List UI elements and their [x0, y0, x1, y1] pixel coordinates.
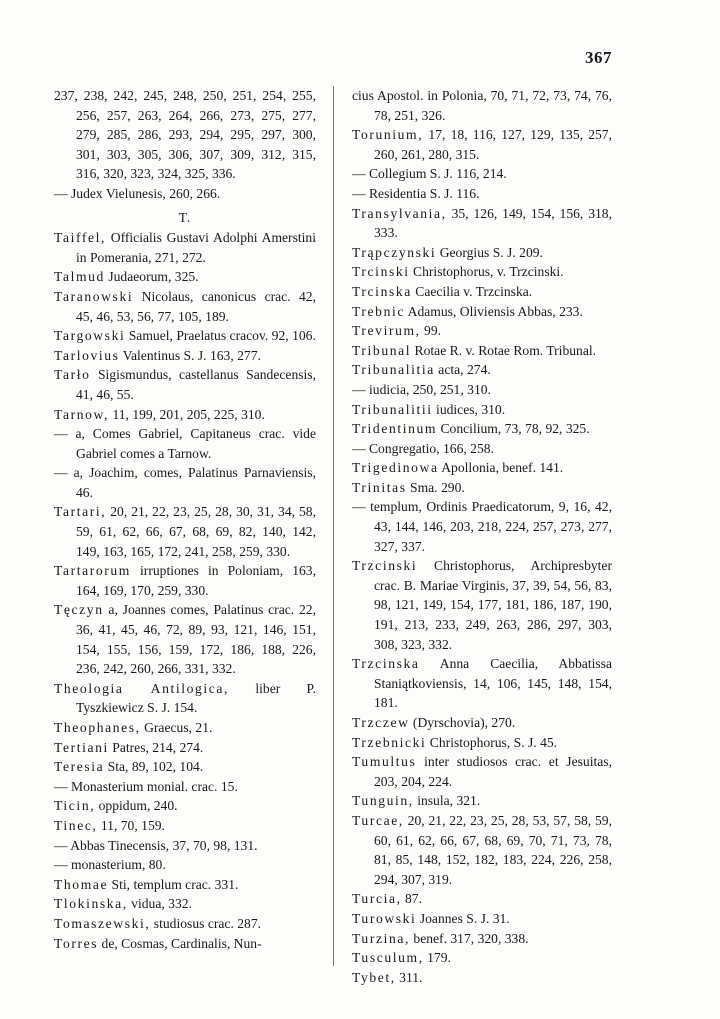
entry-text: 311.	[395, 969, 423, 985]
entry-text: — Monasterium monial. crac. 15.	[54, 778, 238, 794]
entry-headword: Tusculum,	[352, 950, 424, 966]
entry-text: 179.	[423, 950, 451, 966]
entry-headword: Tertiani	[54, 739, 109, 755]
entry-headword: Tartarorum	[54, 563, 131, 579]
entry-text: (Dyrschovia), 270.	[409, 715, 516, 730]
entry-headword: Tomaszewski,	[54, 915, 151, 931]
right-entries-list	[352, 86, 612, 987]
index-entry	[352, 243, 612, 263]
entry-headword: Trzebnicki	[352, 734, 427, 750]
entry-text: Valentinus S. J. 163, 277.	[119, 347, 261, 363]
index-entry	[352, 811, 612, 889]
index-entry	[54, 424, 316, 463]
entry-text: Joannes S. J. 31.	[416, 910, 510, 926]
entry-headword: Tumultus	[352, 754, 417, 770]
entry-headword: Trinitas	[352, 479, 407, 495]
index-entry	[54, 757, 316, 777]
index-entry	[352, 889, 612, 909]
index-entry	[352, 262, 612, 282]
entry-text: 17, 18, 116, 127, 129, 135, 257, 260, 261, 280, 315.	[374, 127, 612, 162]
entry-text: — Congregatio, 166, 258.	[352, 440, 494, 456]
entry-headword: Theophanes,	[54, 720, 141, 735]
entry-headword: Trevirum,	[352, 323, 421, 339]
index-entry	[352, 164, 612, 184]
entry-headword: Trzczew	[352, 715, 410, 730]
entry-text: iudices, 310.	[432, 401, 506, 417]
index-entry	[54, 267, 316, 287]
index-entry	[352, 478, 612, 498]
entry-text: Patres, 214, 274.	[108, 739, 204, 755]
index-entry	[54, 777, 316, 797]
entry-text: 11, 70, 159.	[97, 817, 165, 833]
entry-text: — monasterium, 80.	[54, 857, 166, 873]
entry-text: 237, 238, 242, 245, 248, 250, 251, 254, 255, 256, 257, 263, 264, 266, 273, 275, 277, 279, 285, 286, 293, 294, 295, 297, 300, 301, 303, 305, 306, 307, 309, 312, 315, 316, 320, 323, 324, 325, 336.	[54, 88, 316, 182]
entry-headword: Turcae,	[352, 812, 404, 828]
entry-text: 87.	[401, 891, 422, 907]
letter-heading: T.	[178, 209, 192, 225]
index-entry	[352, 556, 612, 654]
index-entry	[352, 733, 612, 753]
index-entry	[352, 654, 612, 713]
index-entry	[352, 184, 612, 204]
entry-headword: Taranowski	[54, 288, 134, 304]
column-divider	[333, 86, 334, 966]
index-entry	[352, 282, 612, 302]
entry-text: Sta, 89, 102, 104.	[104, 759, 204, 775]
entry-headword: Trigedinowa	[352, 460, 439, 476]
index-entry	[54, 184, 316, 204]
index-entry	[352, 125, 612, 164]
entry-headword: Trebnic	[352, 303, 405, 319]
entry-headword: Tribunal	[352, 342, 412, 358]
index-entry	[352, 341, 612, 361]
entry-text: benef. 317, 320, 338.	[410, 930, 529, 946]
entry-headword: Turcia,	[352, 891, 402, 907]
index-entry	[54, 855, 316, 875]
entry-text: Anna Caecilia, Abbatissa Staniątkoviensis, 14, 106, 145, 148, 154, 181.	[374, 656, 612, 711]
entry-text: Christophorus, S. J. 45.	[426, 734, 558, 750]
entry-headword: Teresia	[54, 759, 105, 775]
entry-headword: Theologia Antilogica,	[54, 680, 230, 696]
entry-text: inter studiosos crac. et Jesuitas, 203, 204, 224.	[374, 754, 612, 789]
entry-text: Sti, templum crac. 331.	[108, 876, 239, 892]
entry-text: Christophorus, Archipresbyter crac. B. Mariae Virginis, 37, 39, 54, 56, 83, 98, 121, 149, 154, 177, 181, 186, 187, 190, 191, 213, 233, 249, 263, 286, 297, 303, 308, 323, 332.	[374, 558, 612, 652]
index-entry	[54, 875, 316, 895]
entry-text: a, Joannes comes, Palatinus crac. 22, 36, 41, 45, 46, 72, 89, 93, 121, 146, 151, 154, 155, 156, 159, 172, 186, 188, 226, 236, 242, 260, 266, 331, 332.	[76, 602, 316, 677]
entry-text: Judaeorum, 325.	[104, 269, 199, 285]
entry-text: Officialis Gustavi Adolphi Amerstini in Pomerania, 271, 272.	[76, 230, 316, 265]
entry-text: Samuel, Praelatus cracov. 92, 106.	[125, 328, 316, 344]
entry-text: Graecus, 21.	[140, 720, 213, 735]
index-entry	[352, 909, 612, 929]
index-entry	[352, 419, 612, 439]
index-entry	[352, 439, 612, 459]
index-entry	[54, 405, 316, 425]
index-entry	[54, 326, 316, 346]
index-entry	[54, 502, 316, 561]
entry-headword: Trzcinski	[352, 558, 418, 574]
index-entry	[352, 302, 612, 322]
entry-headword: Tridentinum	[352, 421, 438, 437]
entry-text: Georgius S. J. 209.	[436, 244, 543, 260]
index-entry	[54, 679, 316, 718]
left-column	[54, 86, 316, 953]
entry-text: 11, 199, 201, 205, 225, 310.	[109, 406, 265, 422]
index-entry	[54, 738, 316, 758]
entry-text: — Residentia S. J. 116.	[352, 185, 480, 201]
entry-headword: Taiffel,	[54, 230, 106, 246]
entry-headword: Tribunalitia	[352, 362, 435, 378]
index-entry	[352, 86, 612, 125]
index-entry	[54, 836, 316, 856]
index-entry	[352, 968, 612, 988]
entry-headword: Tlokinska,	[54, 896, 128, 912]
index-entry	[54, 346, 316, 366]
entry-headword: Talmud	[54, 269, 105, 285]
entry-text: — Collegium S. J. 116, 214.	[352, 166, 507, 182]
entry-text: liber P. Tyszkiewicz S. J. 154.	[76, 680, 316, 716]
entry-headword: Tarnow,	[54, 406, 110, 422]
index-entry	[352, 791, 612, 811]
entry-headword: Tarlovius	[54, 347, 120, 363]
entry-text: 99.	[420, 323, 442, 339]
entry-text: — a, Comes Gabriel, Capitaneus crac. vide Gabriel comes a Tarnow.	[54, 426, 316, 461]
entry-headword: Trcinska	[352, 283, 412, 299]
entry-headword: Trąpczynski	[352, 244, 437, 260]
index-entry	[54, 796, 316, 816]
entry-text: Sma. 290.	[406, 479, 465, 495]
index-entry	[54, 914, 316, 934]
entry-text: — templum, Ordinis Praedicatorum, 9, 16, 42, 43, 144, 146, 203, 218, 224, 257, 273, 277, 327, 337.	[352, 499, 612, 554]
entry-headword: Turowski	[352, 910, 417, 926]
entry-text: cius Apostol. in Polonia, 70, 71, 72, 73, 74, 76, 78, 251, 326.	[352, 88, 612, 123]
entry-text: studiosus crac. 287.	[150, 915, 262, 931]
index-entry	[352, 400, 612, 420]
index-entry	[352, 321, 612, 341]
entry-headword: Targowski	[54, 328, 126, 344]
index-entry	[352, 948, 612, 968]
index-entry	[352, 713, 612, 733]
index-entry	[352, 929, 612, 949]
entry-text: Concilium, 73, 78, 92, 325.	[437, 421, 590, 437]
index-entry	[54, 365, 316, 404]
entry-text: Apollonia, benef. 141.	[438, 460, 564, 476]
index-entry	[54, 228, 316, 267]
entry-text: Rotae R. v. Rotae Rom. Tribunal.	[411, 342, 597, 358]
entry-text: Sigismundus, castellanus Sandecensis, 41, 46, 55.	[76, 367, 316, 402]
index-entry	[54, 816, 316, 836]
entry-headword: Tunguin,	[352, 793, 414, 809]
entry-headword: Turzina,	[352, 930, 410, 946]
page-number: 367	[585, 48, 612, 67]
entry-text: vidua, 332.	[127, 896, 192, 912]
entry-text: Christophorus, v. Trzcinski.	[409, 264, 564, 280]
index-entry	[54, 934, 316, 954]
left-after-list	[54, 228, 316, 953]
entry-text: Caecilia v. Trzcinska.	[411, 283, 533, 299]
entry-headword: Tartari,	[54, 504, 107, 520]
index-entry	[352, 752, 612, 791]
entry-text: — Abbas Tinecensis, 37, 70, 98, 131.	[54, 837, 258, 853]
entry-text: acta, 274.	[434, 362, 491, 378]
entry-headword: Transylvania,	[352, 205, 447, 221]
entry-text: 35, 126, 149, 154, 156, 318, 333.	[374, 205, 612, 241]
index-entry	[352, 458, 612, 478]
entry-text: 20, 21, 22, 23, 25, 28, 53, 57, 58, 59, 60, 61, 62, 66, 67, 68, 69, 70, 71, 73, 78, 81, 85, 148, 152, 182, 183, 224, 226, 258, 294, 307, 319.	[374, 812, 612, 887]
entry-text: — iudicia, 250, 251, 310.	[352, 381, 491, 397]
entry-headword: Torres	[54, 935, 99, 951]
entry-headword: Trzcinska	[352, 656, 420, 672]
left-before-list	[54, 86, 316, 204]
entry-text: de, Cosmas, Cardinalis, Nun-	[98, 935, 262, 951]
entry-text: insula, 321.	[413, 793, 481, 809]
entry-headword: Ticin,	[54, 798, 96, 814]
index-entry	[54, 561, 316, 600]
entry-headword: Tęczyn	[54, 602, 104, 618]
entry-text: irruptiones in Poloniam, 163, 164, 169, 170, 259, 330.	[76, 563, 316, 598]
entry-text: oppidum, 240.	[95, 798, 178, 814]
entry-text: — a, Joachim, comes, Palatinus Parnaviensis, 46.	[54, 465, 316, 500]
entry-headword: Tribunalitii	[352, 401, 433, 417]
index-entry	[352, 380, 612, 400]
entry-headword: Thomae	[54, 876, 109, 892]
index-entry	[54, 718, 316, 738]
index-entry	[54, 463, 316, 502]
entry-text: 20, 21, 22, 23, 25, 28, 30, 31, 34, 58, 59, 61, 62, 66, 67, 68, 69, 82, 140, 142, 149, 163, 165, 172, 241, 258, 259, 330.	[76, 504, 316, 559]
index-entry	[352, 360, 612, 380]
entry-headword: Trcinski	[352, 264, 410, 280]
entry-text: Adamus, Oliviensis Abbas, 233.	[405, 303, 583, 319]
index-entry	[54, 287, 316, 326]
right-column	[352, 86, 612, 987]
entry-text: Nicolaus, canonicus crac. 42, 45, 46, 53, 56, 77, 105, 189.	[76, 288, 316, 324]
entry-headword: Tybet,	[352, 969, 396, 985]
entry-headword: Torunium,	[352, 127, 424, 143]
index-entry	[54, 600, 316, 678]
entry-headword: Tinec,	[54, 817, 98, 833]
index-entry	[352, 204, 612, 243]
entry-headword: Tarło	[54, 367, 91, 383]
entry-text: — Judex Vielunesis, 260, 266.	[54, 185, 221, 201]
index-entry	[54, 894, 316, 914]
index-entry	[54, 86, 316, 184]
index-entry	[352, 497, 612, 556]
